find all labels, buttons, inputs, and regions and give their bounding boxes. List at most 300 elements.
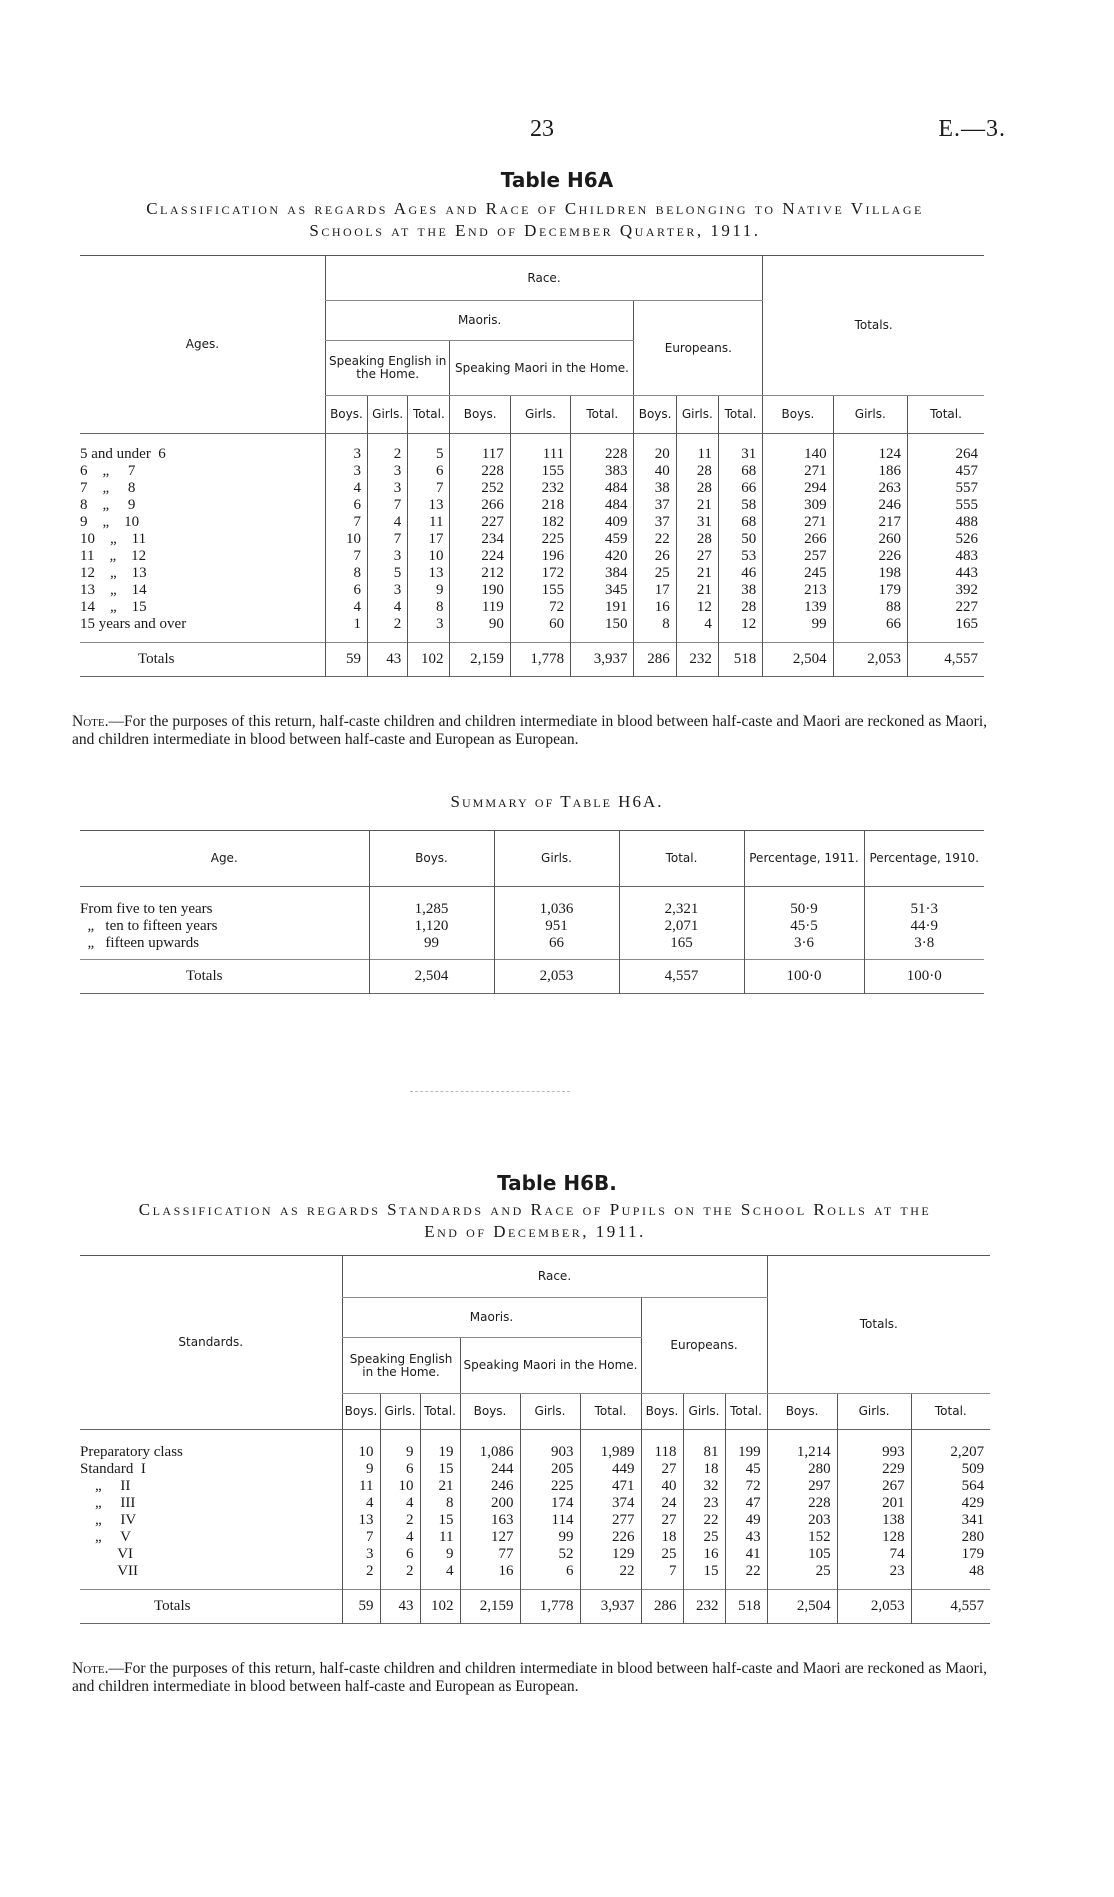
row-label-age: 6 „ 7 bbox=[80, 462, 136, 479]
page-number: 23 bbox=[530, 116, 554, 142]
cell-value: 13 bbox=[342, 1512, 380, 1529]
cell-value: 22 bbox=[580, 1563, 641, 1580]
header-speaking-maori: Speaking Maori in the Home. bbox=[460, 1338, 641, 1394]
header-girls: Girls. bbox=[833, 396, 907, 434]
cell-value: 27 bbox=[641, 1512, 683, 1529]
cell-value: 50·9 bbox=[744, 901, 864, 918]
cell-value: 228 bbox=[450, 463, 510, 480]
header-boys: Boys. bbox=[641, 1394, 683, 1430]
table-row bbox=[80, 514, 984, 531]
table-row bbox=[80, 582, 984, 599]
cell-value: 459 bbox=[571, 531, 634, 548]
header-boys: Boys. bbox=[634, 396, 676, 434]
cell-value: 266 bbox=[450, 497, 510, 514]
header-boys: Boys. bbox=[460, 1394, 520, 1430]
header-totals: Totals. bbox=[763, 256, 984, 396]
caption-line: Classification as regards Ages and Race of Children belonging to Native Village bbox=[146, 199, 924, 218]
cell-value: 3 bbox=[368, 463, 408, 480]
cell-value: 1,120 bbox=[369, 918, 494, 935]
table-row bbox=[80, 1495, 990, 1512]
cell-value: 277 bbox=[580, 1512, 641, 1529]
cell-value: 252 bbox=[450, 480, 510, 497]
cell-value: 72 bbox=[725, 1478, 767, 1495]
summary-caption: Summary of Table H6A. bbox=[450, 792, 664, 811]
cell-value: 165 bbox=[907, 616, 984, 633]
total-value: 2,053 bbox=[494, 960, 619, 994]
row-label-age: 8 „ 9 bbox=[80, 496, 136, 513]
row-label-age: 5 and under 6 bbox=[80, 445, 166, 462]
cell-value: 449 bbox=[580, 1461, 641, 1478]
cell-value: 44·9 bbox=[864, 918, 984, 935]
cell-value: 49 bbox=[725, 1512, 767, 1529]
row-label-standard: VI bbox=[80, 1545, 134, 1562]
header-speaking-maori: Speaking Maori in the Home. bbox=[450, 341, 634, 396]
note-text: —For the purposes of this return, half-caste children and children intermediate in blood between half-caste and Maori are reckoned as Maori, and children intermediate in blood between half-caste and European as European. bbox=[72, 1660, 987, 1695]
cell-value: 25 bbox=[767, 1563, 837, 1580]
cell-value: 105 bbox=[767, 1546, 837, 1563]
table-row bbox=[80, 599, 984, 616]
cell-value: 7 bbox=[325, 548, 367, 565]
cell-value: 9 bbox=[408, 582, 450, 599]
header-total: Total. bbox=[718, 396, 762, 434]
cell-value: 1,989 bbox=[580, 1444, 641, 1461]
total-value: 1,778 bbox=[510, 643, 570, 677]
cell-value: 21 bbox=[420, 1478, 460, 1495]
totals-label: Totals bbox=[138, 651, 175, 667]
cell-value: 11 bbox=[342, 1478, 380, 1495]
cell-value: 81 bbox=[683, 1444, 725, 1461]
cell-value: 11 bbox=[420, 1529, 460, 1546]
total-value: 102 bbox=[408, 643, 450, 677]
cell-value: 117 bbox=[450, 446, 510, 463]
cell-value: 3 bbox=[408, 616, 450, 633]
note-lead: Note. bbox=[72, 1660, 109, 1677]
cell-value: 244 bbox=[460, 1461, 520, 1478]
cell-value: 225 bbox=[510, 531, 570, 548]
cell-value: 18 bbox=[641, 1529, 683, 1546]
cell-value: 12 bbox=[676, 599, 718, 616]
header-race: Race. bbox=[342, 1256, 767, 1298]
cell-value: 66 bbox=[833, 616, 907, 633]
cell-value: 3 bbox=[342, 1546, 380, 1563]
cell-value: 488 bbox=[907, 514, 984, 531]
cell-value: 345 bbox=[571, 582, 634, 599]
cell-value: 309 bbox=[763, 497, 833, 514]
table-row bbox=[80, 616, 984, 633]
cell-value: 28 bbox=[676, 531, 718, 548]
cell-value: 7 bbox=[342, 1529, 380, 1546]
cell-value: 227 bbox=[450, 514, 510, 531]
cell-value: 3 bbox=[368, 582, 408, 599]
cell-value: 555 bbox=[907, 497, 984, 514]
row-label-age: 12 „ 13 bbox=[80, 564, 147, 581]
total-value: 3,937 bbox=[571, 643, 634, 677]
cell-value: 264 bbox=[907, 446, 984, 463]
cell-value: 196 bbox=[510, 548, 570, 565]
cell-value: 21 bbox=[676, 497, 718, 514]
table-h6b-caption bbox=[80, 1199, 990, 1243]
header-total: Total. bbox=[571, 396, 634, 434]
row-label-age: 10 „ 11 bbox=[80, 530, 147, 547]
cell-value: 24 bbox=[641, 1495, 683, 1512]
cell-value: 2 bbox=[368, 616, 408, 633]
cell-value: 10 bbox=[380, 1478, 420, 1495]
row-label-age: 7 „ 8 bbox=[80, 479, 136, 496]
header-girls: Girls. bbox=[676, 396, 718, 434]
cell-value: 77 bbox=[460, 1546, 520, 1563]
summary-header-age: Age. bbox=[210, 851, 238, 865]
cell-value: 2 bbox=[368, 446, 408, 463]
cell-value: 28 bbox=[718, 599, 762, 616]
header-total: Total. bbox=[725, 1394, 767, 1430]
cell-value: 9 bbox=[342, 1461, 380, 1478]
cell-value: 23 bbox=[837, 1563, 911, 1580]
cell-value: 128 bbox=[837, 1529, 911, 1546]
page-reference: E.—3. bbox=[938, 116, 1006, 142]
cell-value: 72 bbox=[510, 599, 570, 616]
cell-value: 10 bbox=[408, 548, 450, 565]
cell-value: 203 bbox=[767, 1512, 837, 1529]
cell-value: 429 bbox=[911, 1495, 990, 1512]
cell-value: 40 bbox=[641, 1478, 683, 1495]
cell-value: 186 bbox=[833, 463, 907, 480]
table-row bbox=[80, 463, 984, 480]
total-value: 2,504 bbox=[369, 960, 494, 994]
cell-value: 8 bbox=[420, 1495, 460, 1512]
total-value: 518 bbox=[725, 1590, 767, 1624]
cell-value: 224 bbox=[450, 548, 510, 565]
cell-value: 271 bbox=[763, 514, 833, 531]
cell-value: 32 bbox=[683, 1478, 725, 1495]
cell-value: 45 bbox=[725, 1461, 767, 1478]
total-value: 232 bbox=[683, 1590, 725, 1624]
cell-value: 226 bbox=[580, 1529, 641, 1546]
summary-header-girls: Girls. bbox=[494, 831, 619, 887]
cell-value: 10 bbox=[342, 1444, 380, 1461]
cell-value: 172 bbox=[510, 565, 570, 582]
cell-value: 245 bbox=[763, 565, 833, 582]
total-value: 4,557 bbox=[619, 960, 744, 994]
total-value: 100·0 bbox=[864, 960, 984, 994]
totals-row bbox=[80, 1590, 990, 1624]
summary-header-pct-1910: Percentage, 1910. bbox=[864, 831, 984, 887]
total-value: 518 bbox=[718, 643, 762, 677]
cell-value: 37 bbox=[634, 514, 676, 531]
cell-value: 15 bbox=[683, 1563, 725, 1580]
cell-value: 6 bbox=[520, 1563, 580, 1580]
cell-value: 38 bbox=[718, 582, 762, 599]
cell-value: 557 bbox=[907, 480, 984, 497]
cell-value: 179 bbox=[833, 582, 907, 599]
header-total: Total. bbox=[907, 396, 984, 434]
table-h6a-caption bbox=[80, 198, 990, 242]
total-value: 2,504 bbox=[767, 1590, 837, 1624]
cell-value: 58 bbox=[718, 497, 762, 514]
table-h6b-note bbox=[72, 1660, 987, 1696]
cell-value: 8 bbox=[325, 565, 367, 582]
row-label-age: „ fifteen upwards bbox=[80, 934, 200, 951]
divider bbox=[410, 1091, 570, 1092]
cell-value: 17 bbox=[634, 582, 676, 599]
total-value: 4,557 bbox=[907, 643, 984, 677]
cell-value: 174 bbox=[520, 1495, 580, 1512]
cell-value: 229 bbox=[837, 1461, 911, 1478]
cell-value: 2,207 bbox=[911, 1444, 990, 1461]
cell-value: 228 bbox=[571, 446, 634, 463]
header-standards: Standards. bbox=[80, 1256, 342, 1430]
totals-label: Totals bbox=[154, 1598, 191, 1614]
total-value: 286 bbox=[641, 1590, 683, 1624]
header-girls: Girls. bbox=[368, 396, 408, 434]
cell-value: 7 bbox=[368, 497, 408, 514]
cell-value: 190 bbox=[450, 582, 510, 599]
cell-value: 40 bbox=[634, 463, 676, 480]
cell-value: 16 bbox=[460, 1563, 520, 1580]
cell-value: 1,036 bbox=[494, 901, 619, 918]
cell-value: 182 bbox=[510, 514, 570, 531]
cell-value: 217 bbox=[833, 514, 907, 531]
cell-value: 7 bbox=[368, 531, 408, 548]
cell-value: 9 bbox=[380, 1444, 420, 1461]
cell-value: 155 bbox=[510, 582, 570, 599]
cell-value: 225 bbox=[520, 1478, 580, 1495]
cell-value: 13 bbox=[408, 497, 450, 514]
cell-value: 41 bbox=[725, 1546, 767, 1563]
cell-value: 13 bbox=[408, 565, 450, 582]
cell-value: 1,086 bbox=[460, 1444, 520, 1461]
cell-value: 7 bbox=[641, 1563, 683, 1580]
cell-value: 48 bbox=[911, 1563, 990, 1580]
cell-value: 218 bbox=[510, 497, 570, 514]
header-girls: Girls. bbox=[837, 1394, 911, 1430]
total-value: 232 bbox=[676, 643, 718, 677]
cell-value: 60 bbox=[510, 616, 570, 633]
cell-value: 5 bbox=[368, 565, 408, 582]
cell-value: 111 bbox=[510, 446, 570, 463]
cell-value: 443 bbox=[907, 565, 984, 582]
cell-value: 99 bbox=[520, 1529, 580, 1546]
total-value: 2,504 bbox=[763, 643, 833, 677]
cell-value: 68 bbox=[718, 463, 762, 480]
row-label-age: 11 „ 12 bbox=[80, 547, 147, 564]
cell-value: 257 bbox=[763, 548, 833, 565]
cell-value: 28 bbox=[676, 463, 718, 480]
cell-value: 140 bbox=[763, 446, 833, 463]
header-girls: Girls. bbox=[683, 1394, 725, 1430]
cell-value: 17 bbox=[408, 531, 450, 548]
header-girls: Girls. bbox=[380, 1394, 420, 1430]
cell-value: 903 bbox=[520, 1444, 580, 1461]
cell-value: 951 bbox=[494, 918, 619, 935]
cell-value: 392 bbox=[907, 582, 984, 599]
totals-row bbox=[80, 960, 984, 994]
cell-value: 5 bbox=[408, 446, 450, 463]
table-row bbox=[80, 1546, 990, 1563]
header-boys: Boys. bbox=[450, 396, 510, 434]
cell-value: 31 bbox=[676, 514, 718, 531]
table-h6b-body bbox=[80, 1430, 990, 1624]
cell-value: 51·3 bbox=[864, 901, 984, 918]
cell-value: 374 bbox=[580, 1495, 641, 1512]
cell-value: 4 bbox=[420, 1563, 460, 1580]
cell-value: 66 bbox=[494, 935, 619, 952]
cell-value: 3 bbox=[325, 463, 367, 480]
cell-value: 18 bbox=[683, 1461, 725, 1478]
cell-value: 201 bbox=[837, 1495, 911, 1512]
cell-value: 457 bbox=[907, 463, 984, 480]
cell-value: 297 bbox=[767, 1478, 837, 1495]
cell-value: 129 bbox=[580, 1546, 641, 1563]
header-total: Total. bbox=[911, 1394, 990, 1430]
cell-value: 384 bbox=[571, 565, 634, 582]
cell-value: 212 bbox=[450, 565, 510, 582]
cell-value: 564 bbox=[911, 1478, 990, 1495]
table-row bbox=[80, 497, 984, 514]
cell-value: 3·6 bbox=[744, 935, 864, 952]
table-h6a bbox=[80, 255, 984, 677]
cell-value: 31 bbox=[718, 446, 762, 463]
cell-value: 4 bbox=[325, 480, 367, 497]
header-total: Total. bbox=[420, 1394, 460, 1430]
cell-value: 2 bbox=[380, 1512, 420, 1529]
cell-value: 484 bbox=[571, 480, 634, 497]
table-row bbox=[80, 1563, 990, 1580]
cell-value: 4 bbox=[676, 616, 718, 633]
cell-value: 7 bbox=[325, 514, 367, 531]
cell-value: 226 bbox=[833, 548, 907, 565]
header-europeans: Europeans. bbox=[641, 1298, 767, 1394]
table-row bbox=[80, 480, 984, 497]
cell-value: 509 bbox=[911, 1461, 990, 1478]
summary-row bbox=[80, 901, 984, 918]
caption-line: Classification as regards Standards and Race of Pupils on the School Rolls at the bbox=[138, 1200, 932, 1219]
cell-value: 119 bbox=[450, 599, 510, 616]
table-row bbox=[80, 446, 984, 463]
cell-value: 118 bbox=[641, 1444, 683, 1461]
row-label-standard: VII bbox=[80, 1562, 139, 1579]
cell-value: 21 bbox=[676, 582, 718, 599]
row-label-age: From five to ten years bbox=[80, 900, 213, 917]
cell-value: 66 bbox=[718, 480, 762, 497]
cell-value: 383 bbox=[571, 463, 634, 480]
cell-value: 484 bbox=[571, 497, 634, 514]
cell-value: 228 bbox=[767, 1495, 837, 1512]
cell-value: 213 bbox=[763, 582, 833, 599]
cell-value: 99 bbox=[369, 935, 494, 952]
cell-value: 3·8 bbox=[864, 935, 984, 952]
cell-value: 471 bbox=[580, 1478, 641, 1495]
cell-value: 232 bbox=[510, 480, 570, 497]
cell-value: 28 bbox=[676, 480, 718, 497]
cell-value: 22 bbox=[683, 1512, 725, 1529]
row-label-age: 15 years and over bbox=[80, 615, 187, 632]
cell-value: 150 bbox=[571, 616, 634, 633]
row-label-standard: „ V bbox=[80, 1528, 131, 1545]
cell-value: 260 bbox=[833, 531, 907, 548]
cell-value: 139 bbox=[763, 599, 833, 616]
header-europeans: Europeans. bbox=[634, 301, 763, 396]
cell-value: 165 bbox=[619, 935, 744, 952]
cell-value: 4 bbox=[380, 1529, 420, 1546]
cell-value: 7 bbox=[408, 480, 450, 497]
cell-value: 99 bbox=[763, 616, 833, 633]
cell-value: 4 bbox=[368, 599, 408, 616]
cell-value: 22 bbox=[725, 1563, 767, 1580]
cell-value: 16 bbox=[683, 1546, 725, 1563]
cell-value: 25 bbox=[634, 565, 676, 582]
cell-value: 10 bbox=[325, 531, 367, 548]
row-label-age: 9 „ 10 bbox=[80, 513, 140, 530]
totals-label: Totals bbox=[186, 968, 223, 984]
cell-value: 88 bbox=[833, 599, 907, 616]
total-value: 102 bbox=[420, 1590, 460, 1624]
cell-value: 409 bbox=[571, 514, 634, 531]
cell-value: 53 bbox=[718, 548, 762, 565]
cell-value: 25 bbox=[683, 1529, 725, 1546]
row-label-standard: Standard I bbox=[80, 1460, 146, 1477]
cell-value: 234 bbox=[450, 531, 510, 548]
cell-value: 4 bbox=[368, 514, 408, 531]
total-value: 4,557 bbox=[911, 1590, 990, 1624]
cell-value: 47 bbox=[725, 1495, 767, 1512]
header-boys: Boys. bbox=[342, 1394, 380, 1430]
cell-value: 2,321 bbox=[619, 901, 744, 918]
total-value: 2,159 bbox=[450, 643, 510, 677]
header-speaking-english: Speaking English in the Home. bbox=[342, 1338, 460, 1394]
table-h6a-title: Table H6A bbox=[500, 168, 614, 192]
header-speaking-english: Speaking English in the Home. bbox=[325, 341, 450, 396]
cell-value: 15 bbox=[420, 1512, 460, 1529]
cell-value: 38 bbox=[634, 480, 676, 497]
cell-value: 246 bbox=[460, 1478, 520, 1495]
cell-value: 4 bbox=[342, 1495, 380, 1512]
cell-value: 6 bbox=[325, 582, 367, 599]
cell-value: 4 bbox=[325, 599, 367, 616]
header-boys: Boys. bbox=[767, 1394, 837, 1430]
summary-table bbox=[80, 830, 984, 994]
cell-value: 227 bbox=[907, 599, 984, 616]
header-maoris: Maoris. bbox=[325, 301, 634, 341]
cell-value: 420 bbox=[571, 548, 634, 565]
table-row bbox=[80, 1461, 990, 1478]
cell-value: 8 bbox=[408, 599, 450, 616]
cell-value: 2,071 bbox=[619, 918, 744, 935]
total-value: 59 bbox=[325, 643, 367, 677]
row-label-standard: „ III bbox=[80, 1494, 136, 1511]
summary-header-pct-1911: Percentage, 1911. bbox=[744, 831, 864, 887]
summary-table-body bbox=[80, 887, 984, 994]
cell-value: 74 bbox=[837, 1546, 911, 1563]
cell-value: 198 bbox=[833, 565, 907, 582]
cell-value: 90 bbox=[450, 616, 510, 633]
cell-value: 50 bbox=[718, 531, 762, 548]
cell-value: 155 bbox=[510, 463, 570, 480]
table-h6b bbox=[80, 1255, 990, 1624]
header-race: Race. bbox=[325, 256, 762, 301]
cell-value: 294 bbox=[763, 480, 833, 497]
note-text: —For the purposes of this return, half-caste children and children intermediate in blood between half-caste and Maori are reckoned as Maori, and children intermediate in blood between half-caste and European as European. bbox=[72, 713, 987, 748]
cell-value: 12 bbox=[718, 616, 762, 633]
table-h6a-body bbox=[80, 434, 984, 677]
cell-value: 6 bbox=[325, 497, 367, 514]
header-maoris: Maoris. bbox=[342, 1298, 641, 1338]
row-label-standard: Preparatory class bbox=[80, 1443, 183, 1460]
cell-value: 266 bbox=[763, 531, 833, 548]
table-row bbox=[80, 1444, 990, 1461]
cell-value: 15 bbox=[420, 1461, 460, 1478]
header-total: Total. bbox=[580, 1394, 641, 1430]
header-boys: Boys. bbox=[763, 396, 833, 434]
